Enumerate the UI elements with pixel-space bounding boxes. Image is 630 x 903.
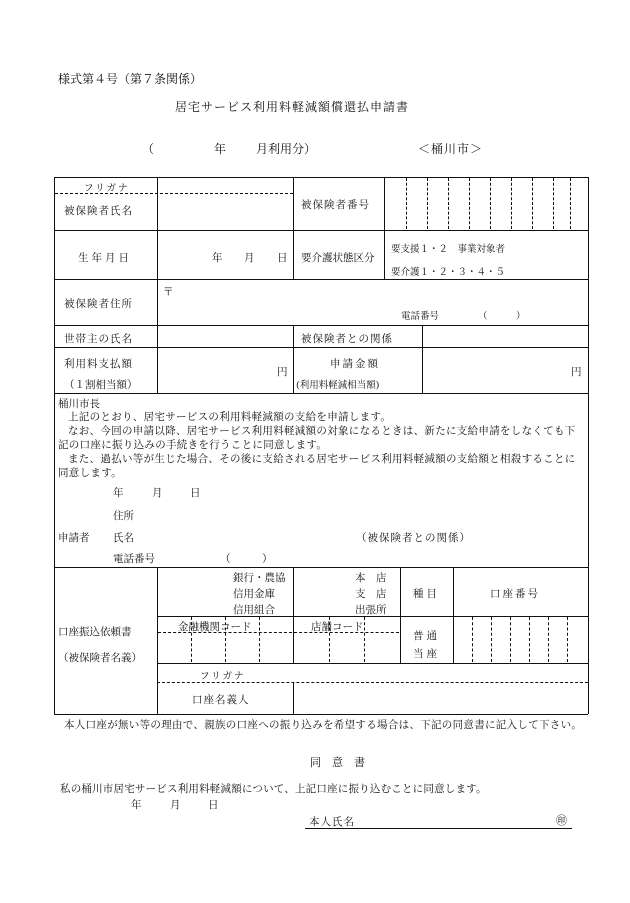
account-holder-field[interactable] <box>294 683 587 713</box>
consent-year: 年 <box>131 799 142 811</box>
form-number: 様式第４号（第７条関係） <box>58 72 203 86</box>
birth-date-field[interactable] <box>158 231 292 278</box>
fee-paid-field[interactable] <box>158 348 273 392</box>
bank-section-sub: （被保険者名義） <box>58 652 142 664</box>
address-phone-paren[interactable]: （ ） <box>478 311 526 322</box>
care-level-label: 要介護状態区分 <box>301 252 375 264</box>
declaration-address-label: 住所 <box>113 510 134 522</box>
insured-address-label: 被保険者住所 <box>64 298 133 310</box>
fee-paid-sub: （１割相当額） <box>64 379 138 391</box>
consent-note: 本人口座が無い等の理由で、親族の口座への振り込みを希望する場合は、下記の同意書に記入して下さい。 <box>64 719 583 731</box>
relation-field[interactable] <box>423 326 587 346</box>
account-kind-ordinary[interactable]: 普通 <box>413 630 440 642</box>
consent-day: 日 <box>208 799 219 811</box>
household-head-label: 世帯主の氏名 <box>64 333 133 345</box>
household-head-field[interactable] <box>158 326 292 346</box>
consent-name-label: 本人氏名 <box>309 816 355 828</box>
declaration-relation: （被保険者との関係） <box>356 532 471 544</box>
declaration-address-field[interactable] <box>140 504 580 522</box>
address-phone-label: 電話番号 <box>401 311 440 322</box>
declaration-phone-label: 電話番号 <box>113 553 155 565</box>
declaration-applicant-label: 申請者 <box>58 532 90 544</box>
birth-month-unit: 月 <box>244 252 255 264</box>
declaration-para-2: なお、今回の申請以降、居宅サービス利用料軽減額の対象になるときは、新たに支給申請をしなくても下記の口座に振り込みの手続きを行うことに同意します。 <box>58 425 576 451</box>
declaration-phone-paren[interactable]: （ ） <box>220 553 273 565</box>
insured-number-field[interactable] <box>385 178 587 229</box>
consent-seal: ㊞ <box>556 814 567 827</box>
form-title: 居宅サービス利用料軽減額償還払申請書 <box>175 100 410 114</box>
account-kind-label: 種目 <box>413 588 440 600</box>
period-year: 年 <box>214 142 227 156</box>
addressee: 桶川市長 <box>58 398 100 410</box>
consent-text: 私の桶川市居宅サービス利用料軽減額について、上記口座に振り込むことに同意します。 <box>60 783 487 795</box>
bank-type-0[interactable]: 銀行・農協 <box>233 572 286 584</box>
city-name: ＜桶川市＞ <box>418 142 484 156</box>
branch-type-2[interactable]: 出張所 <box>355 604 387 616</box>
consent-name-underline <box>305 828 572 829</box>
insured-number-label: 被保険者番号 <box>301 199 370 211</box>
claim-amount-label: 申請金額 <box>330 358 380 370</box>
period-month-use: 月利用分） <box>256 142 317 156</box>
insured-address-field[interactable] <box>175 281 585 305</box>
branch-code-label: 店舗コード <box>311 621 364 633</box>
branch-type-1[interactable]: 支 店 <box>355 588 387 600</box>
institution-code-label: 金融機関コード <box>178 621 252 633</box>
declaration-day: 日 <box>190 487 201 499</box>
consent-name-field[interactable] <box>360 810 550 826</box>
care-support-option[interactable]: 要支援１・２ 事業対象者 <box>391 244 506 255</box>
branch-code-field[interactable] <box>294 633 399 662</box>
insured-name-field[interactable] <box>158 194 292 229</box>
declaration-name-label: 氏名 <box>113 532 134 544</box>
institution-code-field[interactable] <box>158 633 292 662</box>
claim-amount-sub: (利用料軽減相当額) <box>296 380 380 391</box>
branch-type-0[interactable]: 本 店 <box>355 572 387 584</box>
bank-type-2[interactable]: 信用組合 <box>233 604 275 616</box>
claim-amount-field[interactable] <box>423 348 568 392</box>
claim-amount-yen: 円 <box>571 366 582 378</box>
relation-label: 被保険者との関係 <box>301 333 393 345</box>
fee-paid-label: 利用料支払額 <box>64 358 133 370</box>
account-holder-label: 口座名義人 <box>192 694 250 706</box>
period-open: （ <box>142 142 155 156</box>
postal-mark: 〒 <box>163 286 174 298</box>
declaration-year: 年 <box>113 487 124 499</box>
care-need-option[interactable]: 要介護１・２・３・４・５ <box>391 267 506 278</box>
insured-name-label: 被保険者氏名 <box>64 205 133 217</box>
birth-date-label: 生年月日 <box>78 252 132 264</box>
declaration-para-1: 上記のとおり、居宅サービスの利用料軽減額の支給を申請します。 <box>68 411 392 423</box>
consent-title: 同 意 書 <box>310 756 365 769</box>
holder-furigana-label: フリガナ <box>200 671 246 682</box>
declaration-month: 月 <box>152 487 163 499</box>
furigana-label: フリガナ <box>84 183 130 194</box>
declaration-name-field[interactable] <box>140 526 350 544</box>
holder-furigana-field[interactable] <box>294 664 587 681</box>
account-number-field[interactable] <box>454 617 587 662</box>
bank-type-1[interactable]: 信用金庫 <box>233 588 275 600</box>
consent-month: 月 <box>170 799 181 811</box>
account-number-label: 口座番号 <box>490 588 540 600</box>
birth-day-unit: 日 <box>277 252 288 264</box>
account-kind-current[interactable]: 当座 <box>413 648 440 660</box>
bank-section-label: 口座振込依頼書 <box>58 626 132 638</box>
fee-paid-yen: 円 <box>277 366 288 378</box>
declaration-para-3: また、過払い等が生じた場合、その後に支給される居宅サービス利用料軽減額の支給額と相殺することに同意します。 <box>58 453 576 479</box>
birth-year-unit: 年 <box>212 252 223 264</box>
